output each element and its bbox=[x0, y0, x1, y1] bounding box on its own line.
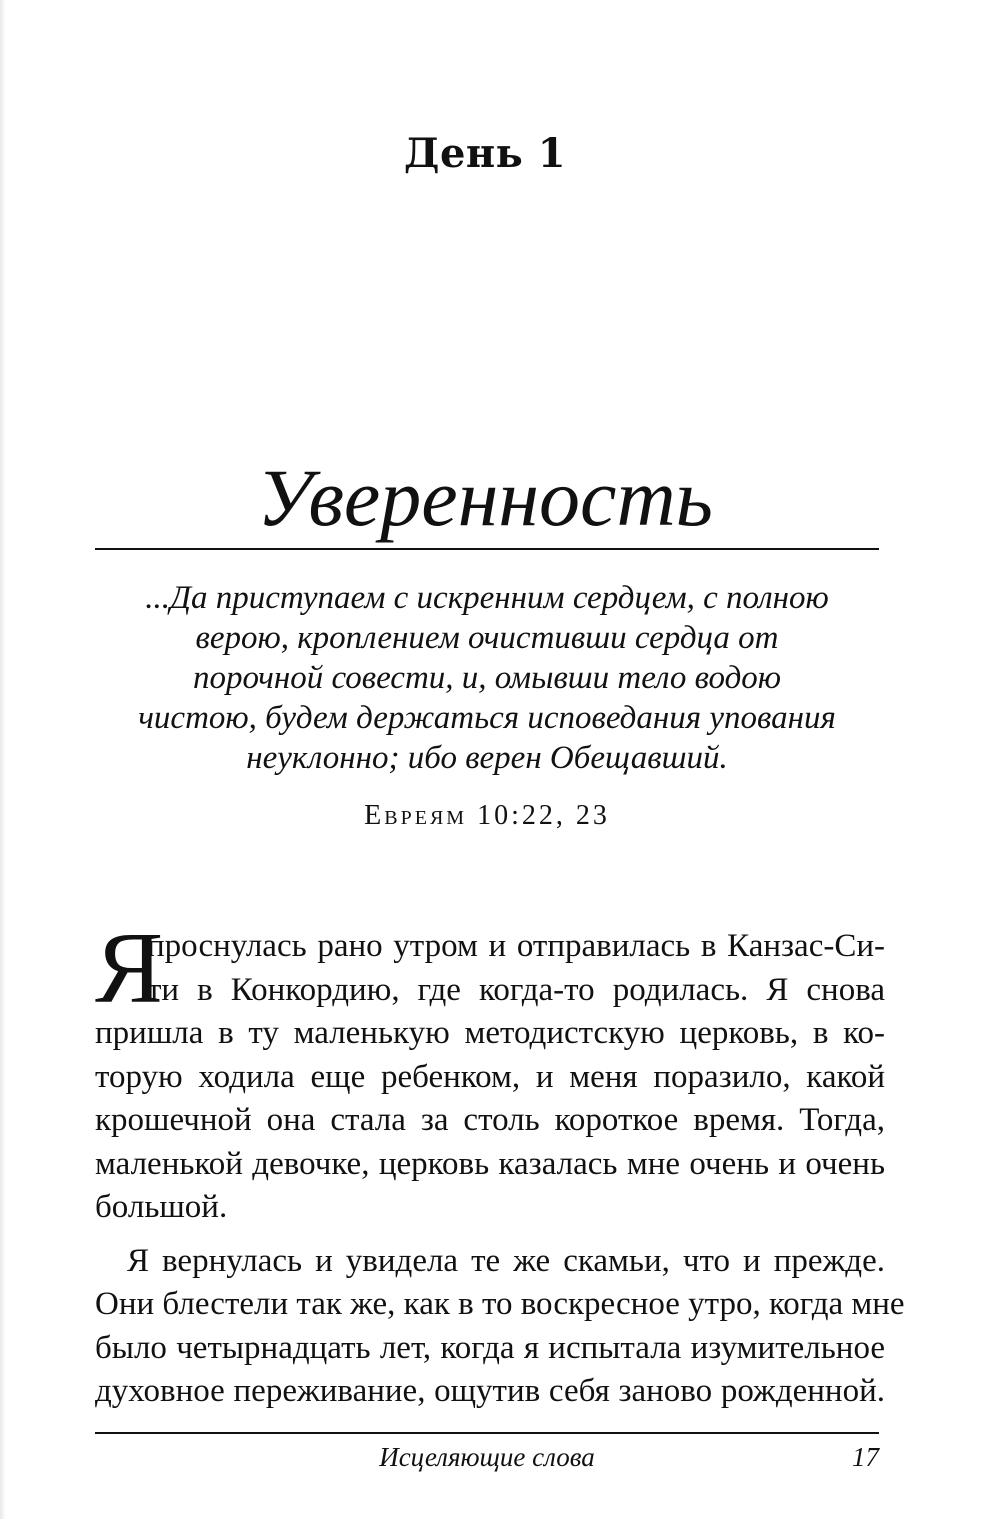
footer-divider bbox=[95, 1432, 879, 1434]
body-line: крошечной она стала за столь короткое время. Тогда, bbox=[95, 1102, 885, 1138]
epigraph bbox=[95, 578, 879, 778]
epigraph-line: неуклонно; ибо верен Обещавший. bbox=[246, 740, 728, 776]
epigraph-line: верою, кроплением очистивши сердца от bbox=[195, 620, 779, 656]
chapter-title: Уверенность bbox=[256, 452, 713, 543]
epigraph-line: порочной совести, и, омывши тело водою bbox=[192, 660, 782, 696]
body-line: большой. bbox=[95, 1189, 228, 1225]
body-line: торую ходила еще ребенком, и меня поразило, какой bbox=[95, 1058, 885, 1095]
title-divider bbox=[95, 548, 879, 550]
epigraph-line: чистою, будем держаться исповедания упования bbox=[138, 700, 836, 736]
page-number: 17 bbox=[852, 1442, 879, 1472]
body-line: ти в Конкордию, где когда-то родилась. Я снова bbox=[147, 971, 885, 1008]
day-label: День 1 bbox=[403, 130, 567, 177]
scan-edge-shadow bbox=[0, 0, 6, 1519]
body-line: Они блестели так же, как в то воскресное утро, когда мне bbox=[95, 1286, 905, 1322]
epigraph-line: ...Да приступаем с искренним сердцем, с полною bbox=[145, 580, 829, 616]
body-line: было четырнадцать лет, когда я испытала изумительное bbox=[95, 1329, 885, 1366]
body-line: Я вернулась и увидела те же скамьи, что и прежде. bbox=[127, 1242, 885, 1279]
drop-cap: Я bbox=[95, 912, 164, 1025]
body-line: духовное переживание, ощутив себя заново рожденной. bbox=[95, 1373, 885, 1409]
body-line: проснулась рано утром и отправилась в Канзас-Си- bbox=[147, 928, 885, 964]
paragraph-gap bbox=[95, 1230, 885, 1240]
scripture-reference: Евреям 10:22, 23 bbox=[364, 800, 610, 831]
body-line: пришла в ту маленькую методистскую церковь, в ко- bbox=[95, 1015, 885, 1051]
body-text bbox=[95, 912, 905, 1414]
running-footer-title: Исцеляющие слова bbox=[379, 1442, 595, 1472]
body-line: маленькой девочке, церковь казалась мне очень и очень bbox=[95, 1145, 885, 1182]
